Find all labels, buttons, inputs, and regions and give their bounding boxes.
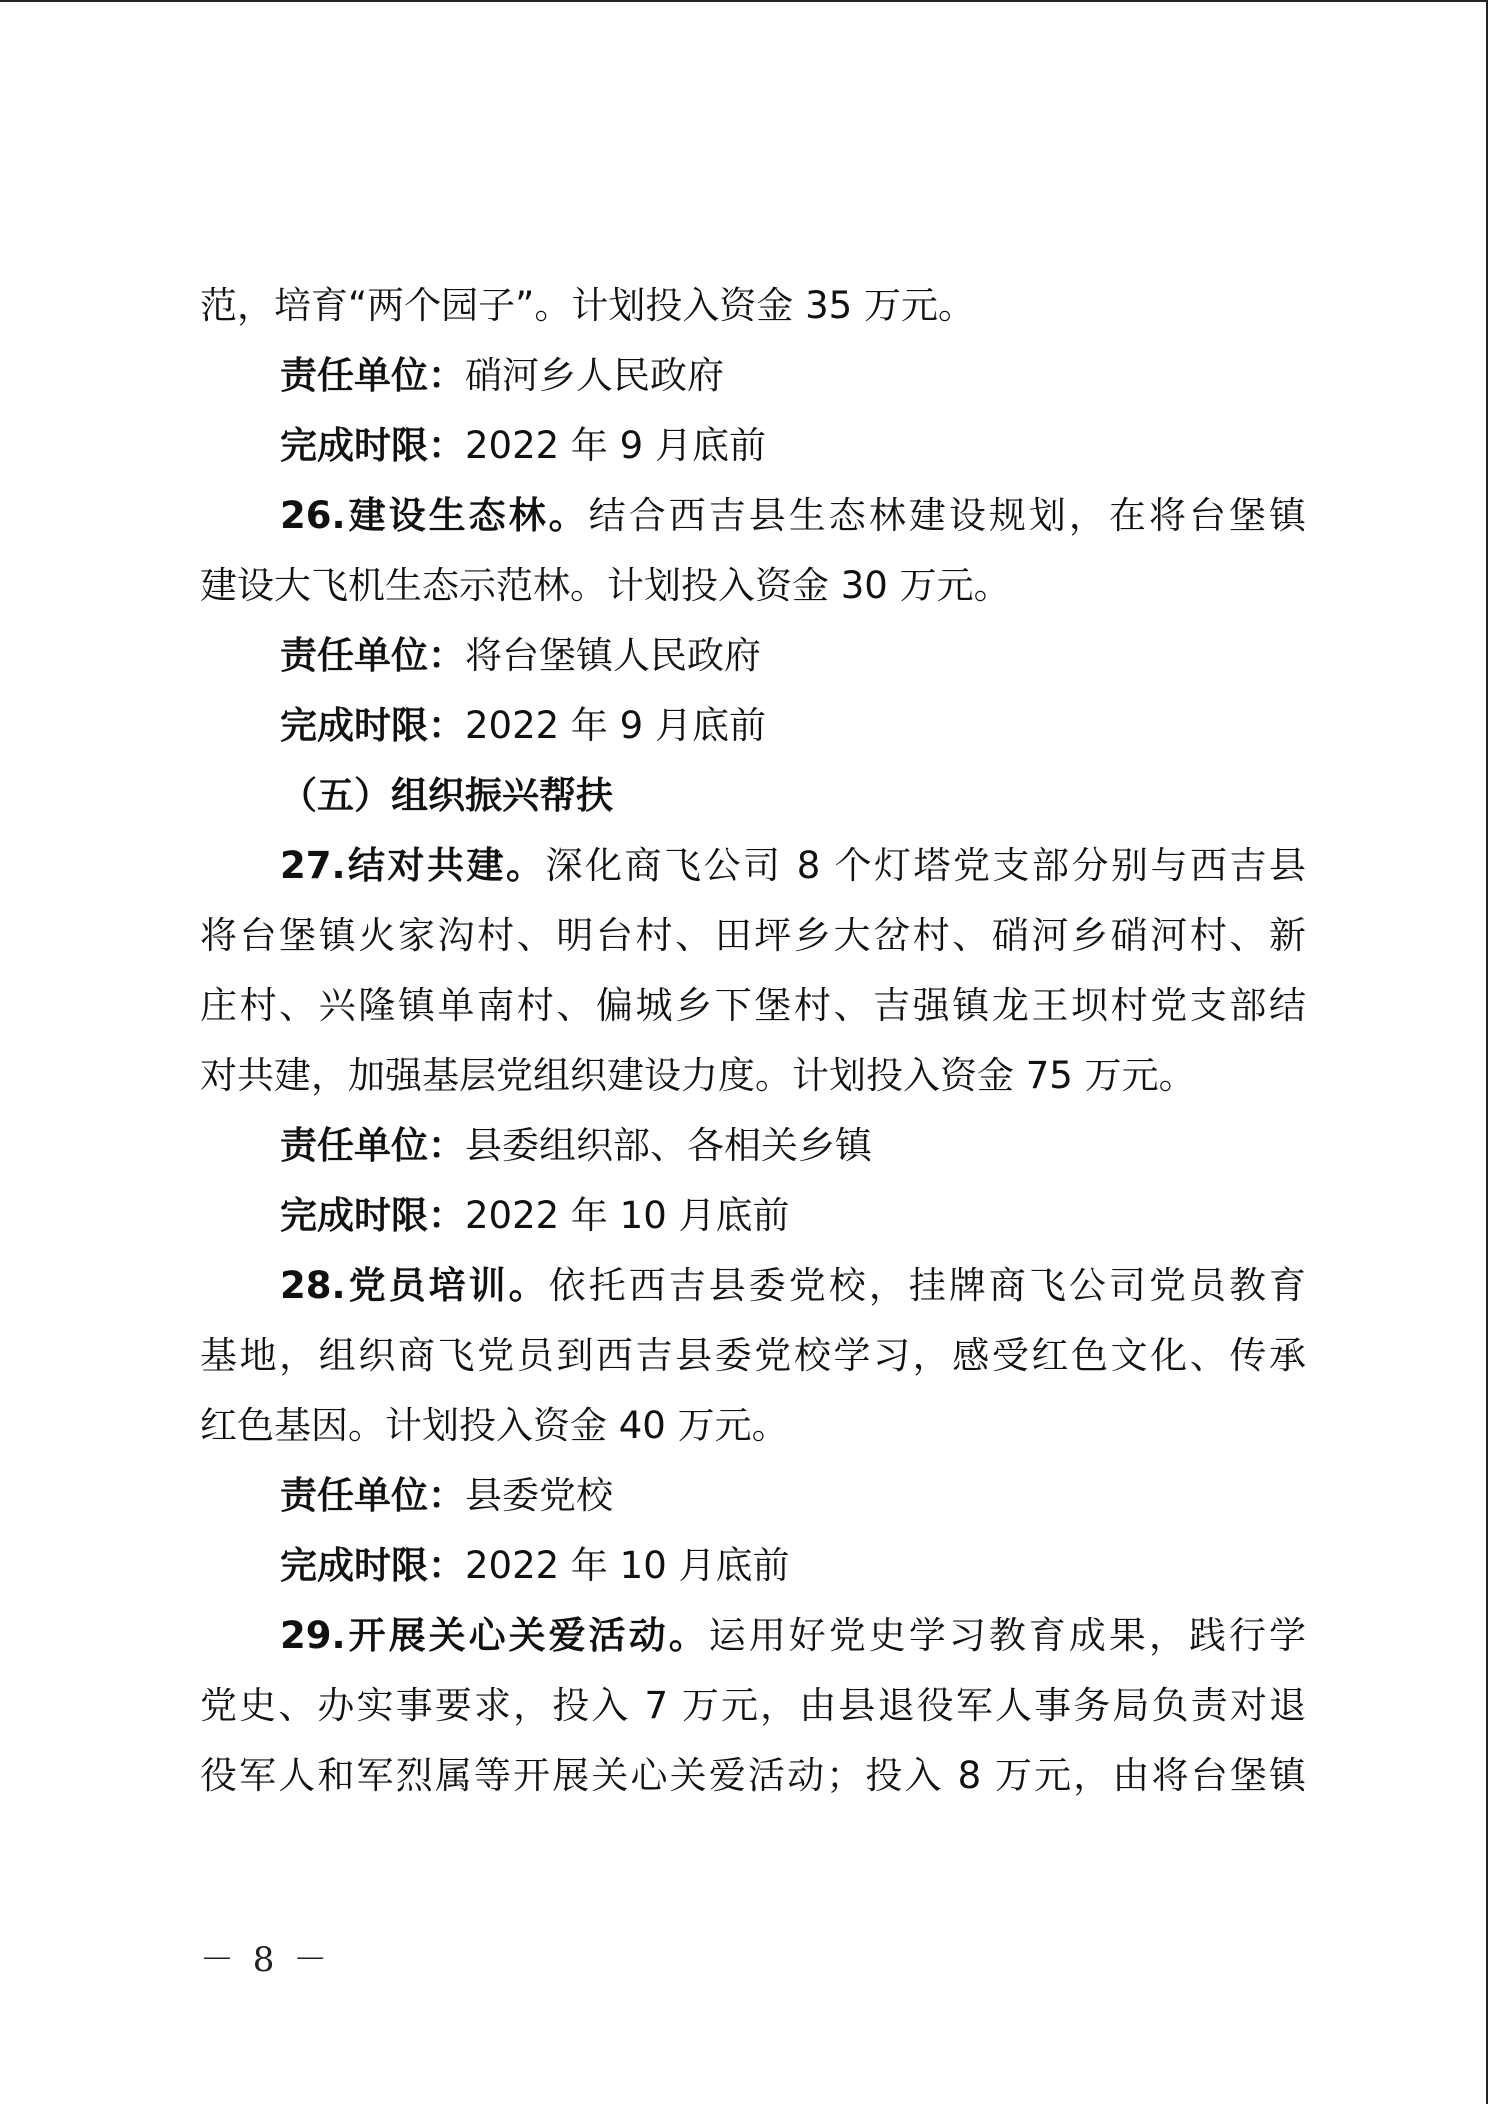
- paragraph-line: 将台堡镇火家沟村、明台村、田坪乡大岔村、硝河乡硝河村、新: [200, 914, 1306, 957]
- field-value: 硝河乡人民政府: [465, 354, 724, 397]
- paragraph-line: 基地，组织商飞党员到西吉县委党校学习，感受红色文化、传承: [200, 1334, 1306, 1377]
- field-label: 责任单位：: [280, 1474, 465, 1517]
- item-29-first-line: [200, 1601, 1306, 1671]
- field-label: 完成时限：: [280, 1544, 465, 1587]
- deadline-line: [200, 691, 1306, 761]
- item-text: 运用好党史学习教育成果，践行学: [708, 1614, 1306, 1657]
- deadline-line: [200, 1531, 1306, 1601]
- field-value: 2022 年 10 月底前: [465, 1194, 790, 1237]
- field-label: 完成时限：: [280, 1194, 465, 1237]
- field-label: 责任单位：: [280, 1124, 465, 1167]
- deadline-line: [200, 1181, 1306, 1251]
- field-label: 完成时限：: [280, 424, 465, 467]
- item-26-first-line: [200, 481, 1306, 551]
- paragraph-line: 范，培育“两个园子”。计划投入资金 35 万元。: [200, 284, 975, 327]
- responsible-unit-line: [200, 1111, 1306, 1181]
- item-text: 依托西吉县委党校，挂牌商飞公司党员教育: [548, 1264, 1306, 1307]
- field-value: 将台堡镇人民政府: [465, 634, 761, 677]
- field-label: 责任单位：: [280, 634, 465, 677]
- item-title: 28.党员培训。: [280, 1264, 549, 1307]
- item-title: 27.结对共建。: [280, 844, 546, 887]
- item-title: 29.开展关心关爱活动。: [280, 1614, 709, 1657]
- page-number: － 8 －: [200, 1940, 332, 1980]
- field-value: 2022 年 9 月底前: [465, 704, 766, 747]
- responsible-unit-line: [200, 1461, 1306, 1531]
- item-28-first-line: [200, 1251, 1306, 1321]
- field-label: 完成时限：: [280, 704, 465, 747]
- document-body: [200, 271, 1306, 1811]
- responsible-unit-line: [200, 621, 1306, 691]
- paragraph-line: 对共建，加强基层党组织建设力度。计划投入资金 75 万元。: [200, 1054, 1196, 1097]
- paragraph-line: 役军人和军烈属等开展关心关爱活动；投入 8 万元，由将台堡镇: [200, 1754, 1306, 1797]
- item-text: 深化商飞公司 8 个灯塔党支部分别与西吉县: [545, 844, 1306, 887]
- section-heading: （五）组织振兴帮扶: [280, 774, 613, 817]
- paragraph-line: 党史、办实事要求，投入 7 万元，由县退役军人事务局负责对退: [200, 1684, 1306, 1727]
- item-title: 26.建设生态林。: [280, 494, 589, 537]
- field-label: 责任单位：: [280, 354, 465, 397]
- deadline-line: [200, 411, 1306, 481]
- field-value: 县委组织部、各相关乡镇: [465, 1124, 872, 1167]
- responsible-unit-line: [200, 341, 1306, 411]
- field-value: 县委党校: [465, 1474, 613, 1517]
- item-27-first-line: [200, 831, 1306, 901]
- paragraph-line: 红色基因。计划投入资金 40 万元。: [200, 1404, 789, 1447]
- paragraph-line: 建设大飞机生态示范林。计划投入资金 30 万元。: [200, 564, 1011, 607]
- item-text: 结合西吉县生态林建设规划，在将台堡镇: [588, 494, 1306, 537]
- field-value: 2022 年 9 月底前: [465, 424, 766, 467]
- paragraph-line: 庄村、兴隆镇单南村、偏城乡下堡村、吉强镇龙王坝村党支部结: [200, 984, 1306, 1027]
- field-value: 2022 年 10 月底前: [465, 1544, 790, 1587]
